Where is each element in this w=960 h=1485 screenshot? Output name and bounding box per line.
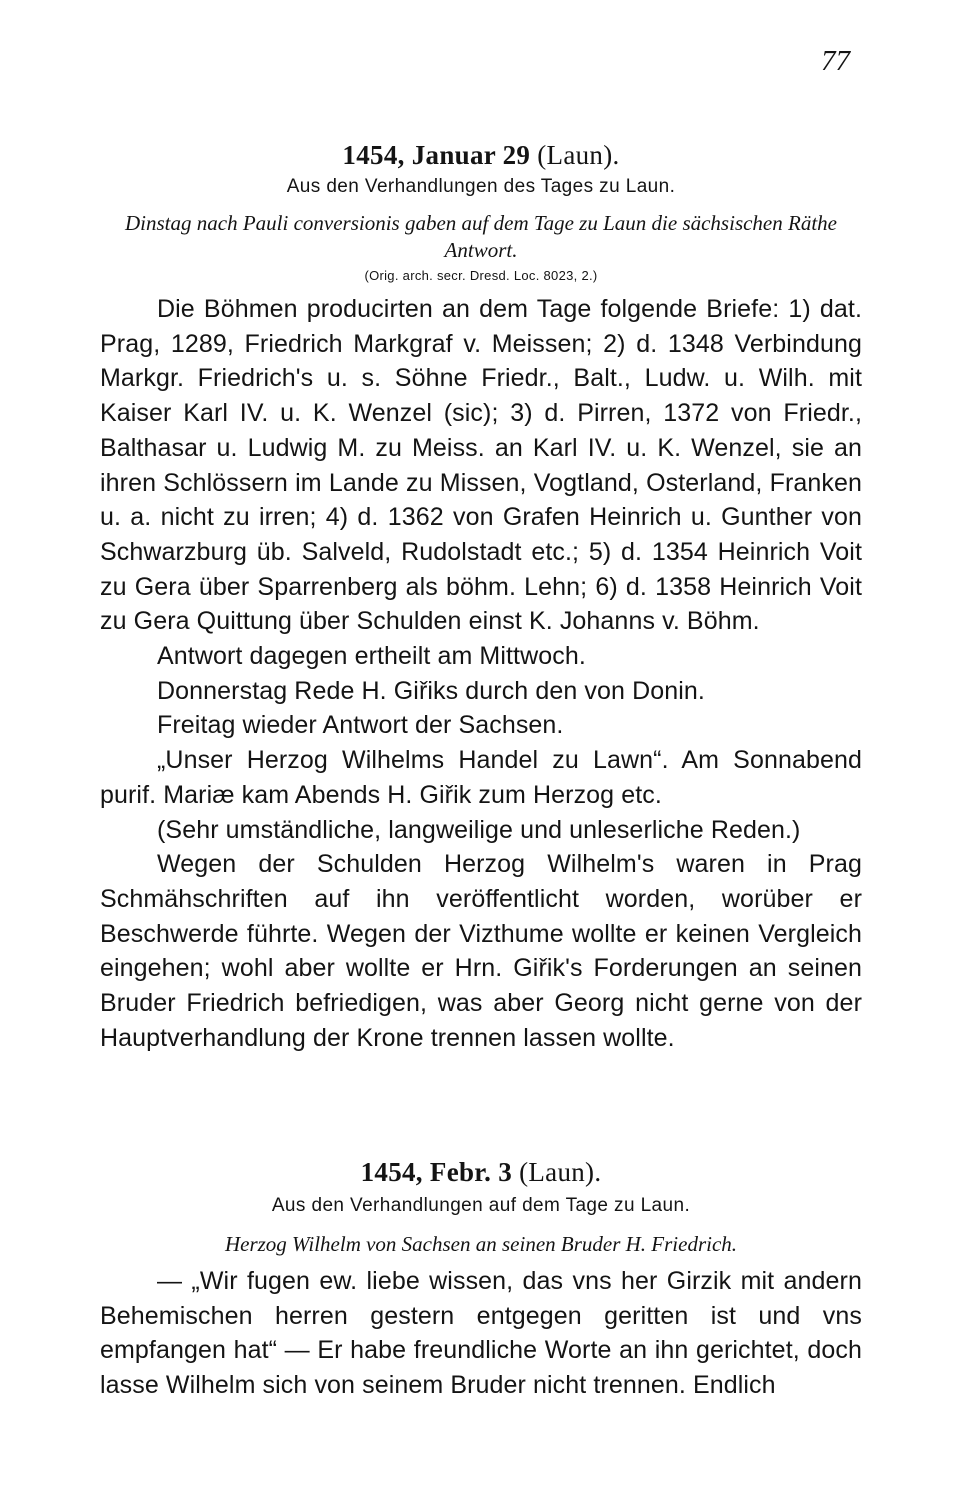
paragraph: Wegen der Schulden Herzog Wilhelm's waren in Prag Schmähschriften auf ihn veröffentlicht worden, worüber er Beschwerde führte. Wegen der Vizthume wollte er keinen Vergleich eingehen; wohl aber wollte er Hrn. Giřik's Forderungen an seinen Bruder Friedrich befriedigen, was aber Georg nicht gerne von der Hauptverhandlung der Krone trennen lassen wollte. xyxy=(100,850,862,1052)
page-number: 77 xyxy=(821,45,850,77)
entry-place: (Laun). xyxy=(519,1157,602,1187)
entry-1454-febr-3 xyxy=(100,1155,862,1403)
entry-italic-heading: Dinstag nach Pauli conversionis gaben auf dem Tage zu Laun die sächsischen Räthe Antwort. xyxy=(125,211,837,262)
paragraph: Freitag wieder Antwort der Sachsen. xyxy=(157,711,564,740)
paragraph: — „Wir fugen ew. liebe wissen, das vns her Girzik mit andern Behemischen herren gestern entgegen geritten ist und vns empfangen hat“ — Er habe freundliche Worte an ihn gerichtet, doch lasse Wilhelm sich von seinem Bruder nicht trennen. Endlich xyxy=(100,1267,862,1400)
entry-body xyxy=(100,1264,862,1403)
paragraph: Die Böhmen producirten an dem Tage folgende Briefe: 1) dat. Prag, 1289, Friedrich Markgraf v. Meissen; 2) d. 1348 Verbindung Markgr. Friedrich's u. s. Söhne Friedr., Balt., Ludw. u. Wilh. mit Kaiser Karl IV. u. K. Wenzel (sic); 3) d. Pirren, 1372 von Friedr., Balthasar u. Ludwig M. zu Meiss. an Karl IV. u. K. Wenzel, sie an ihren Schlössern im Lande zu Missen, Vogtland, Osterland, Franken u. a. nicht zu irren; 4) d. 1362 von Grafen Heinrich u. Gunther von Schwarzburg üb. Salveld, Rudolstadt etc.; 5) d. 1354 Heinrich Voit zu Gera über Sparrenberg als böhm. Lehn; 6) d. 1358 Heinrich Voit zu Gera Quittung über Schulden einst K. Johanns v. Böhm. xyxy=(100,295,862,636)
entry-body xyxy=(100,292,862,1055)
paragraph: „Unser Herzog Wilhelms Handel zu Lawn“. Am Sonnabend purif. Mariæ kam Abends H. Giřik zum Herzog etc. xyxy=(100,746,862,809)
entry-heading xyxy=(100,138,862,172)
paragraph: Antwort dagegen ertheilt am Mittwoch. xyxy=(157,642,586,671)
entry-date: 1454, Febr. 3 xyxy=(360,1157,513,1187)
entry-source: Aus den Verhandlungen auf dem Tage zu Laun. xyxy=(271,1195,691,1216)
entry-heading xyxy=(100,1155,862,1189)
entry-place: (Laun). xyxy=(537,140,620,170)
archive-reference: (Orig. arch. secr. Dresd. Loc. 8023, 2.) xyxy=(364,268,598,283)
entry-1454-januar-29 xyxy=(100,138,862,1055)
entry-italic-heading: Herzog Wilhelm von Sachsen an seinen Bruder H. Friedrich. xyxy=(224,1232,738,1256)
entry-source: Aus den Verhandlungen des Tages zu Laun. xyxy=(286,176,676,197)
paragraph: Donnerstag Rede H. Giřiks durch den von Donin. xyxy=(157,676,705,705)
paragraph: (Sehr umständliche, langweilige und unleserliche Reden.) xyxy=(157,815,801,844)
entry-date: 1454, Januar 29 xyxy=(342,140,531,170)
